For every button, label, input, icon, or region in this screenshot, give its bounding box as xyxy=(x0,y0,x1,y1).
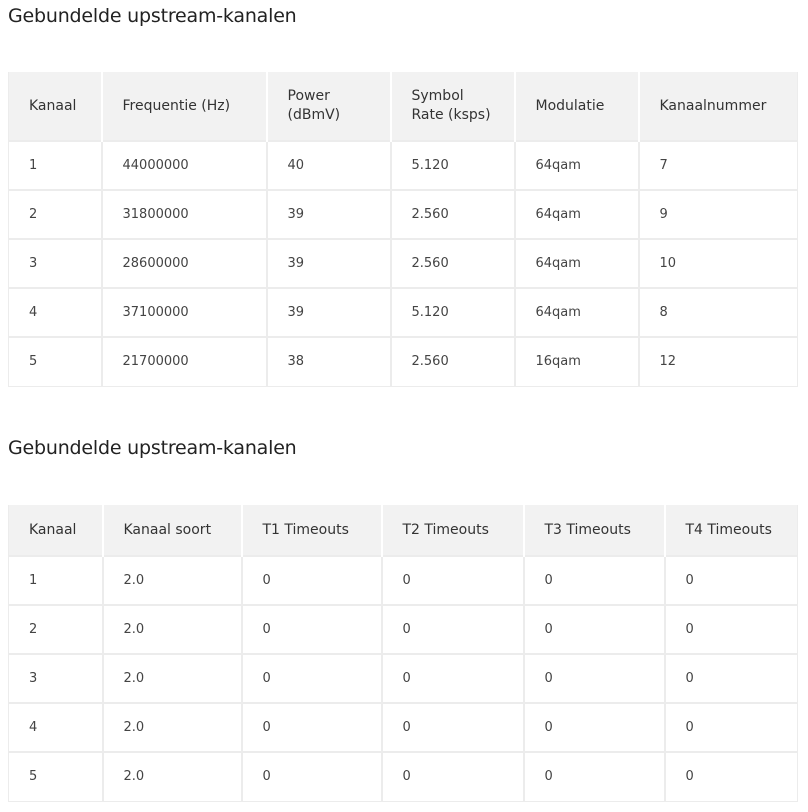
cell-kanaal-soort: 2.0 xyxy=(103,605,242,654)
cell-power: 39 xyxy=(267,288,391,337)
cell-t3-timeouts: 0 xyxy=(524,703,665,752)
column-header-t3-timeouts: T3 Timeouts xyxy=(524,505,665,556)
upstream-channels-table xyxy=(8,72,798,387)
cell-modulatie: 64qam xyxy=(515,141,639,190)
cell-symbol-rate: 2.560 xyxy=(391,337,515,386)
cell-kanaal: 5 xyxy=(9,337,102,386)
cell-frequentie: 31800000 xyxy=(102,190,267,239)
section-title-upstream-channels-timeouts: Gebundelde upstream-kanalen xyxy=(8,437,297,459)
cell-t2-timeouts: 0 xyxy=(382,605,524,654)
cell-t4-timeouts: 0 xyxy=(665,703,798,752)
cell-modulatie: 64qam xyxy=(515,288,639,337)
column-header-kanaalnummer: Kanaalnummer xyxy=(639,72,798,141)
cell-kanaalnummer: 8 xyxy=(639,288,798,337)
cell-symbol-rate: 5.120 xyxy=(391,288,515,337)
cell-modulatie: 64qam xyxy=(515,239,639,288)
cell-kanaal: 1 xyxy=(9,141,102,190)
cell-t1-timeouts: 0 xyxy=(242,605,382,654)
cell-t3-timeouts: 0 xyxy=(524,654,665,703)
cell-kanaal-soort: 2.0 xyxy=(103,752,242,801)
cell-kanaal: 4 xyxy=(9,703,103,752)
cell-t1-timeouts: 0 xyxy=(242,703,382,752)
column-header-kanaal: Kanaal xyxy=(9,72,102,141)
cell-t2-timeouts: 0 xyxy=(382,556,524,605)
cell-t1-timeouts: 0 xyxy=(242,654,382,703)
table-row xyxy=(9,654,798,703)
cell-t4-timeouts: 0 xyxy=(665,556,798,605)
cell-t4-timeouts: 0 xyxy=(665,654,798,703)
table-row xyxy=(9,337,798,386)
cell-kanaalnummer: 10 xyxy=(639,239,798,288)
cell-t3-timeouts: 0 xyxy=(524,752,665,801)
column-header-frequentie: Frequentie (Hz) xyxy=(102,72,267,141)
column-header-t2-timeouts: T2 Timeouts xyxy=(382,505,524,556)
cell-symbol-rate: 2.560 xyxy=(391,239,515,288)
cell-kanaal: 3 xyxy=(9,654,103,703)
table-row xyxy=(9,703,798,752)
cell-t4-timeouts: 0 xyxy=(665,752,798,801)
table-row xyxy=(9,605,798,654)
table-header-row xyxy=(9,505,798,556)
table-row xyxy=(9,556,798,605)
column-header-t1-timeouts: T1 Timeouts xyxy=(242,505,382,556)
cell-power: 38 xyxy=(267,337,391,386)
cell-symbol-rate: 2.560 xyxy=(391,190,515,239)
table-row xyxy=(9,239,798,288)
cell-t2-timeouts: 0 xyxy=(382,654,524,703)
cell-frequentie: 44000000 xyxy=(102,141,267,190)
cell-kanaalnummer: 7 xyxy=(639,141,798,190)
cell-frequentie: 37100000 xyxy=(102,288,267,337)
cell-kanaal-soort: 2.0 xyxy=(103,556,242,605)
cell-kanaal: 2 xyxy=(9,605,103,654)
cell-frequentie: 21700000 xyxy=(102,337,267,386)
cell-t1-timeouts: 0 xyxy=(242,556,382,605)
table-row xyxy=(9,288,798,337)
cell-t2-timeouts: 0 xyxy=(382,752,524,801)
cell-power: 40 xyxy=(267,141,391,190)
cell-kanaal: 1 xyxy=(9,556,103,605)
cell-t1-timeouts: 0 xyxy=(242,752,382,801)
cell-kanaal-soort: 2.0 xyxy=(103,654,242,703)
cell-t3-timeouts: 0 xyxy=(524,556,665,605)
cell-kanaal: 3 xyxy=(9,239,102,288)
cell-power: 39 xyxy=(267,190,391,239)
cell-modulatie: 64qam xyxy=(515,190,639,239)
cell-modulatie: 16qam xyxy=(515,337,639,386)
cell-t3-timeouts: 0 xyxy=(524,605,665,654)
cell-kanaal: 5 xyxy=(9,752,103,801)
table-row xyxy=(9,752,798,801)
column-header-t4-timeouts: T4 Timeouts xyxy=(665,505,798,556)
cell-power: 39 xyxy=(267,239,391,288)
cell-t4-timeouts: 0 xyxy=(665,605,798,654)
column-header-symbol-rate: Symbol Rate (ksps) xyxy=(391,72,515,141)
column-header-modulatie: Modulatie xyxy=(515,72,639,141)
cell-kanaalnummer: 12 xyxy=(639,337,798,386)
table-row xyxy=(9,190,798,239)
table-header-row xyxy=(9,72,798,141)
cell-kanaal-soort: 2.0 xyxy=(103,703,242,752)
cell-t2-timeouts: 0 xyxy=(382,703,524,752)
cell-kanaalnummer: 9 xyxy=(639,190,798,239)
cell-kanaal: 4 xyxy=(9,288,102,337)
upstream-channels-timeouts-table xyxy=(8,505,798,802)
cell-symbol-rate: 5.120 xyxy=(391,141,515,190)
cell-frequentie: 28600000 xyxy=(102,239,267,288)
cell-kanaal: 2 xyxy=(9,190,102,239)
section-title-upstream-channels: Gebundelde upstream-kanalen xyxy=(8,5,297,27)
column-header-kanaal-soort: Kanaal soort xyxy=(103,505,242,556)
column-header-kanaal: Kanaal xyxy=(9,505,103,556)
column-header-power: Power (dBmV) xyxy=(267,72,391,141)
table-row xyxy=(9,141,798,190)
